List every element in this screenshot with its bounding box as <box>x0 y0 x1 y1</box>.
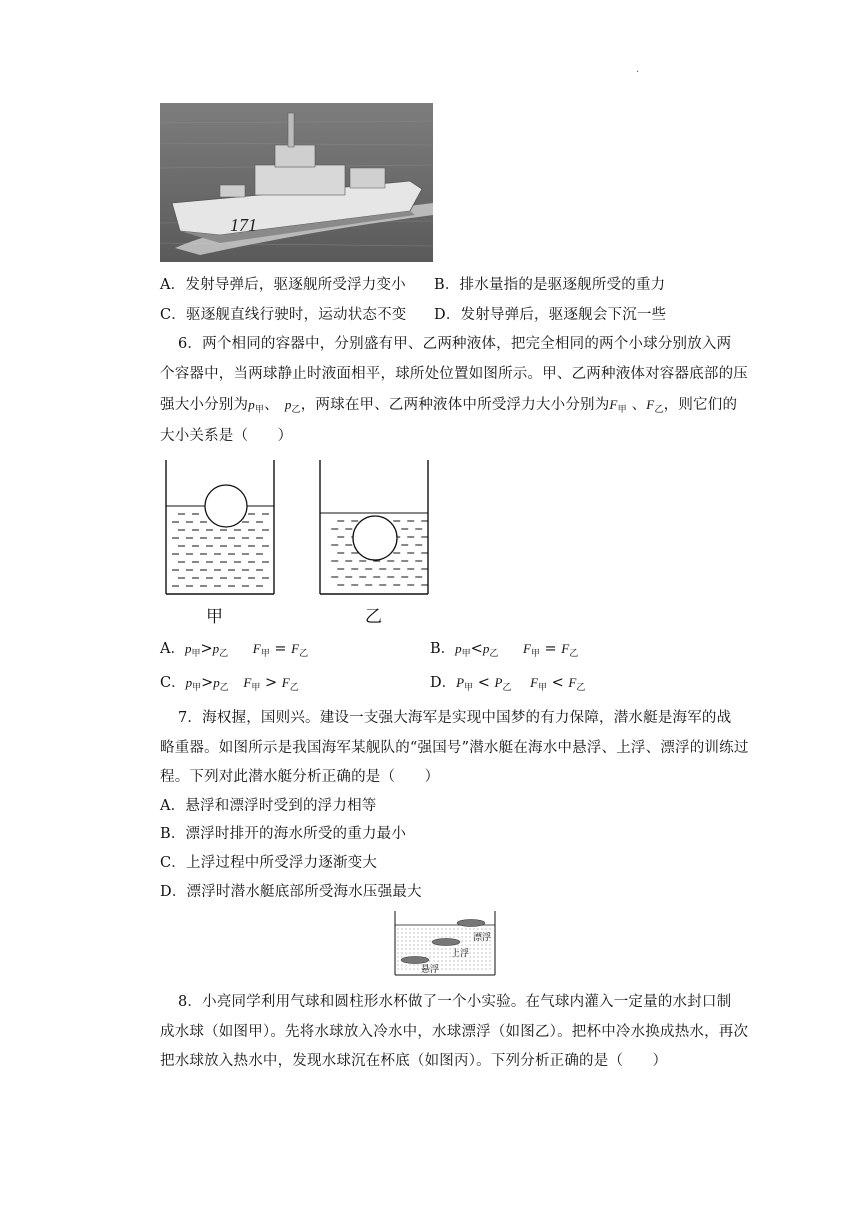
q6-line3-c: ，则它们的 <box>663 397 738 413</box>
q6-line2: 个容器中，当两球静止时液面相平，球所处位置如图所示。甲、乙两种液体对容器底部的压 <box>160 366 748 382</box>
q6-option-d: D．$P_甲 < P_乙$ $F_甲 < F_乙$ <box>430 675 586 693</box>
submarine-floating <box>457 920 485 927</box>
submarine-suspended <box>401 957 429 964</box>
hull-number: 171 <box>230 215 257 235</box>
label-jia: 甲 <box>206 607 223 627</box>
q6-option-a: A．$p_甲>p_乙$ $F_甲 = F_乙$ <box>160 641 309 659</box>
container-yi <box>314 458 439 598</box>
q8-line1: 8．小亮同学利用气球和圆柱形水杯做了一个小实验。在气球内灌入一定量的水封口制 <box>178 994 732 1010</box>
q7-option-c: C．上浮过程中所受浮力逐渐变大 <box>160 855 378 871</box>
q6-line1: 6．两个相同的容器中，分别盛有甲、乙两种液体，把完全相同的两个小球分别放入两 <box>178 336 732 352</box>
q6-line4: 大小关系是（ ） <box>160 428 293 444</box>
q8-line3: 把水球放入热水中，发现水球沉在杯底（如图丙）。下列分析正确的是（ ） <box>160 1053 668 1069</box>
q8-line2: 成水球（如图甲）。先将水球放入冷水中，水球漂浮（如图乙）。把杯中冷水换成热水，再次 <box>160 1024 749 1040</box>
q5-option-b: B．排水量指的是驱逐舰所受的重力 <box>434 277 666 293</box>
submarine-figure <box>393 909 497 977</box>
q6-line3: 强大小分别为$p_甲$、 $p_乙$，两球在甲、乙两种液体中所受浮力大小分别为$F_甲$ 、$F_乙$，则它们的 <box>160 397 738 415</box>
q7-option-b: B．漂浮时排开的海水所受的重力最小 <box>160 826 407 842</box>
q6-line3-b: ，两球在甲、乙两种液体中所受浮力大小分别为 <box>300 397 610 413</box>
q7-option-a: A．悬浮和漂浮时受到的浮力相等 <box>160 798 377 814</box>
q7-option-d: D．漂浮时潜水艇底部所受海水压强最大 <box>160 884 422 900</box>
container-jia <box>160 458 285 598</box>
label-rise: 上浮 <box>451 949 470 959</box>
label-yi: 乙 <box>365 607 382 627</box>
label-float: 漂浮 <box>473 933 492 943</box>
q7-line3: 程。下列对此潜水艇分析正确的是（ ） <box>160 769 440 785</box>
q6-line3-a: 强大小分别为 <box>160 397 249 413</box>
q6-option-b: B．$p_甲<p_乙$ $F_甲 = F_乙$ <box>430 641 579 659</box>
destroyer-photo <box>160 103 433 262</box>
q5-option-c: C．驱逐舰直线行驶时，运动状态不变 <box>160 307 407 323</box>
q5-option-a: A．发射导弹后，驱逐舰所受浮力变小 <box>160 277 406 293</box>
q7-line2: 略重器。如图所示是我国海军某舰队的“强国号”潜水艇在海水中悬浮、上浮、漂浮的训练过 <box>160 740 749 756</box>
q6-option-c: C．$p_甲>p_乙$ $F_甲 > F_乙$ <box>160 675 299 693</box>
q7-line1: 7．海权握，国则兴。建设一支强大海军是实现中国梦的有力保障，潜水艇是海军的战 <box>178 710 732 726</box>
label-suspend: 悬浮 <box>421 965 440 975</box>
page-dot: . <box>636 64 640 75</box>
q5-option-d: D．发射导弹后，驱逐舰会下沉一些 <box>434 307 667 323</box>
submarine-rising <box>432 939 460 946</box>
